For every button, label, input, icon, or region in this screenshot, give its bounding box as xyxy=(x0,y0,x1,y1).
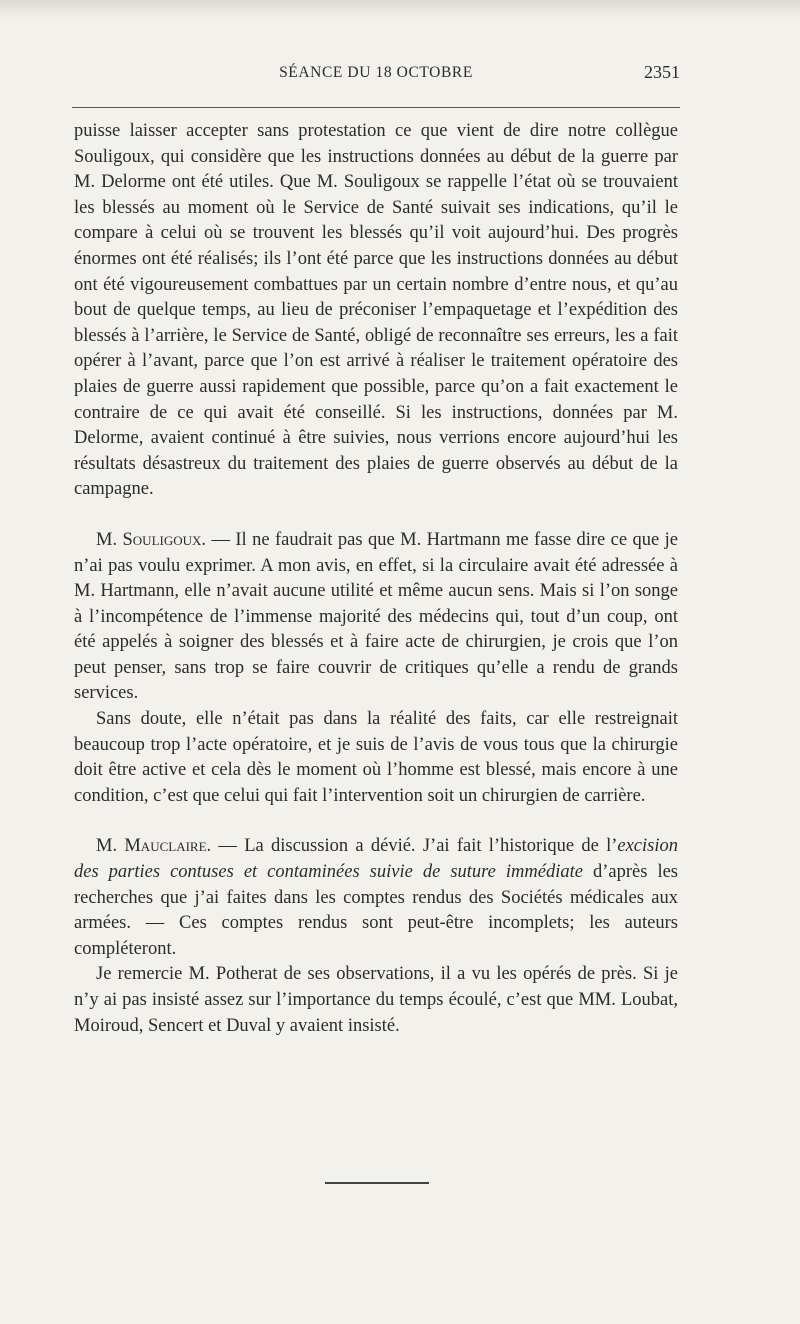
paragraph-mauclaire xyxy=(74,834,678,962)
running-header xyxy=(72,62,680,92)
speaker-name: M. Mauclaire. xyxy=(96,836,212,857)
paragraph-text: — La discussion a dévié. J’ai fait l’historique de l’ xyxy=(211,836,618,857)
paragraph-souligoux-continued: Sans doute, elle n’était pas dans la réalité des faits, car elle restreignait beaucoup trop l’acte opératoire, et je suis de l’avis de vous tous que la chirurgie doit être active et cela dès le moment où l’homme est blessé, mais encore à une condition, c’est que celui qui fait l’intervention soit un chirurgien de carrière. xyxy=(74,709,678,806)
end-rule xyxy=(325,1182,429,1184)
paragraph-text: d’après les recherches que j’ai faites dans les comptes rendus des Sociétés médicales aux armées. — Ces comptes rendus sont peut-être incomplets; les auteurs compléteront. xyxy=(74,862,678,959)
header-rule xyxy=(72,107,680,108)
speaker-name: M. Souligoux. xyxy=(96,529,207,550)
page-body xyxy=(74,119,678,1039)
paragraph-text: — Il ne faudrait pas que M. Hartmann me fasse dire ce que je n’ai pas voulu exprimer. A mon avis, en effet, si la circulaire avait été adressée à M. Hartmann, elle n’avait aucune utilité et même aucun sens. Mais si l’on songe à l’incompétence de l’immense majorité des médecins qui, tout d’un coup, ont été appelés à soigner des blessés et à faire acte de chirurgien, je crois que l’on peut penser, sans trop se faire couvrir de critiques qu’elle a rendu de grands services. xyxy=(74,529,678,704)
paragraph-continuation: puisse laisser accepter sans protestation ce que vient de dire notre collègue Souligoux, qui considère que les instructions données au début de la guerre par M. Delorme ont été utiles. Que M. Souligoux se rappelle l’état où se trouvaient les blessés au moment où le Service de Santé suivait ses indications, qu’il le compare à celui où se trouvent les blessés qu’il voit aujourd’hui. Des progrès énormes ont été réalisés; ils l’ont été parce que les instructions données au début ont été vigoureusement combattues par un certain nombre d’entre nous, et qu’au bout de quelque temps, au lieu de préconiser l’empaquetage et l’expédition des blessés à l’arrière, le Service de Santé, obligé de reconnaître ses erreurs, les a fait opérer à l’avant, parce que l’on est arrivé à réaliser le traitement opératoire des plaies de guerre aussi rapidement que possible, parce qu’on a fait exactement le contraire de ce qui avait été conseillé. Si les instructions, données par M. Delorme, avaient continué à être suivies, nous verrions encore aujourd’hui les résultats désastreux du traitement des plaies de guerre observés au début de la campagne. xyxy=(74,121,678,500)
paragraph-mauclaire-continued: Je remercie M. Potherat de ses observations, il a vu les opérés de près. Si je n’y ai pas insisté assez sur l’importance du temps écoulé, c’est que MM. Loubat, Moiroud, Sencert et Duval y avaient insisté. xyxy=(74,964,678,1036)
page-number: 2351 xyxy=(644,62,680,82)
paragraph-souligoux xyxy=(74,528,678,707)
scan-edge xyxy=(0,0,800,22)
header-title: SÉANCE DU 18 OCTOBRE xyxy=(279,64,473,81)
italic-term: excision des parties contuses et contaminées suivie de suture immédiate xyxy=(74,836,678,883)
